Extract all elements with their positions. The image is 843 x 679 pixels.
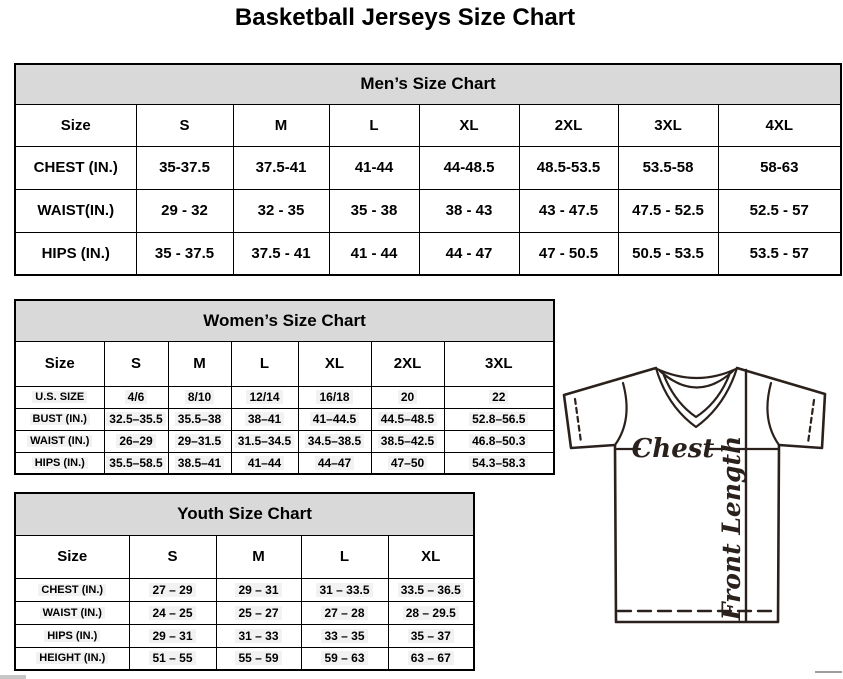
table-row xyxy=(15,578,474,601)
size-value-cell: 8/10 xyxy=(168,386,231,408)
size-value-cell: 29 - 32 xyxy=(136,189,233,232)
size-value-cell: 32.5–35.5 xyxy=(104,408,168,430)
size-value-cell: 43 - 47.5 xyxy=(519,189,618,232)
column-header: M xyxy=(168,341,231,386)
size-value-cell: 37.5-41 xyxy=(233,146,329,189)
column-header: S xyxy=(104,341,168,386)
size-value-cell: 12/14 xyxy=(231,386,298,408)
size-value-cell: 33 – 35 xyxy=(301,624,388,647)
size-value-cell: 27 – 29 xyxy=(129,578,216,601)
column-header: M xyxy=(216,535,301,578)
edge-line-fragment xyxy=(815,671,842,673)
column-header: 2XL xyxy=(519,104,618,146)
table-row xyxy=(15,430,554,452)
size-value-cell: 38.5–41 xyxy=(168,452,231,474)
size-value-cell: 53.5 - 57 xyxy=(718,232,841,275)
youth-size-table xyxy=(14,492,475,671)
size-value-cell: 35.5–38 xyxy=(168,408,231,430)
size-value-cell: 31 – 33 xyxy=(216,624,301,647)
size-value-cell: 52.8–56.5 xyxy=(444,408,554,430)
mens-table-title: Men’s Size Chart xyxy=(15,64,841,104)
table-row xyxy=(15,146,841,189)
table-row xyxy=(15,624,474,647)
size-value-cell: 53.5-58 xyxy=(618,146,718,189)
size-value-cell: 44 - 47 xyxy=(419,232,519,275)
size-value-cell: 55 – 59 xyxy=(216,647,301,670)
row-label: HIPS (IN.) xyxy=(15,452,104,474)
size-value-cell: 34.5–38.5 xyxy=(298,430,371,452)
column-header-row xyxy=(15,104,841,146)
size-value-cell: 44-48.5 xyxy=(419,146,519,189)
jersey-measurement-diagram xyxy=(552,360,843,628)
size-value-cell: 50.5 - 53.5 xyxy=(618,232,718,275)
column-header: XL xyxy=(388,535,474,578)
table-title-row xyxy=(15,493,474,535)
size-value-cell: 46.8–50.3 xyxy=(444,430,554,452)
column-header: XL xyxy=(298,341,371,386)
size-value-cell: 51 – 55 xyxy=(129,647,216,670)
chest-label: Chest xyxy=(631,434,715,464)
column-header: S xyxy=(129,535,216,578)
size-value-cell: 63 – 67 xyxy=(388,647,474,670)
size-value-cell: 35 – 37 xyxy=(388,624,474,647)
size-value-cell: 27 – 28 xyxy=(301,601,388,624)
left-armhole-seam xyxy=(615,383,627,445)
table-row xyxy=(15,386,554,408)
size-value-cell: 22 xyxy=(444,386,554,408)
size-value-cell: 20 xyxy=(371,386,444,408)
row-label: CHEST (IN.) xyxy=(15,146,136,189)
size-value-cell: 25 – 27 xyxy=(216,601,301,624)
column-header: 3XL xyxy=(444,341,554,386)
column-header: M xyxy=(233,104,329,146)
right-armhole-seam xyxy=(767,383,779,445)
size-value-cell: 38–41 xyxy=(231,408,298,430)
column-header-row xyxy=(15,535,474,578)
size-value-cell: 59 – 63 xyxy=(301,647,388,670)
size-value-cell: 38 - 43 xyxy=(419,189,519,232)
size-value-cell: 47–50 xyxy=(371,452,444,474)
size-value-cell: 52.5 - 57 xyxy=(718,189,841,232)
row-label: WAIST (IN.) xyxy=(15,430,104,452)
column-header: L xyxy=(301,535,388,578)
table-row xyxy=(15,408,554,430)
size-value-cell: 33.5 – 36.5 xyxy=(388,578,474,601)
table-row xyxy=(15,647,474,670)
table-row xyxy=(15,232,841,275)
column-header: 3XL xyxy=(618,104,718,146)
size-value-cell: 44–47 xyxy=(298,452,371,474)
size-value-cell: 47 - 50.5 xyxy=(519,232,618,275)
womens-size-table xyxy=(14,299,555,475)
h-scrollbar-fragment[interactable] xyxy=(0,675,26,679)
size-value-cell: 37.5 - 41 xyxy=(233,232,329,275)
womens-table-title: Women’s Size Chart xyxy=(15,300,554,341)
size-value-cell: 32 - 35 xyxy=(233,189,329,232)
row-label: HIPS (IN.) xyxy=(15,232,136,275)
size-value-cell: 16/18 xyxy=(298,386,371,408)
size-value-cell: 29 – 31 xyxy=(216,578,301,601)
row-label: U.S. SIZE xyxy=(15,386,104,408)
column-header-row xyxy=(15,341,554,386)
column-header: S xyxy=(136,104,233,146)
size-value-cell: 4/6 xyxy=(104,386,168,408)
size-value-cell: 29–31.5 xyxy=(168,430,231,452)
size-value-cell: 31 – 33.5 xyxy=(301,578,388,601)
column-header: Size xyxy=(15,535,129,578)
size-value-cell: 54.3–58.3 xyxy=(444,452,554,474)
youth-table-title: Youth Size Chart xyxy=(15,493,474,535)
column-header: XL xyxy=(419,104,519,146)
table-title-row xyxy=(15,300,554,341)
front-length-label: Front Length xyxy=(717,435,746,621)
size-value-cell: 31.5–34.5 xyxy=(231,430,298,452)
size-value-cell: 58-63 xyxy=(718,146,841,189)
size-value-cell: 38.5–42.5 xyxy=(371,430,444,452)
jersey-outline-icon xyxy=(564,368,825,622)
size-value-cell: 44.5–48.5 xyxy=(371,408,444,430)
size-value-cell: 47.5 - 52.5 xyxy=(618,189,718,232)
size-value-cell: 28 – 29.5 xyxy=(388,601,474,624)
size-value-cell: 41-44 xyxy=(329,146,419,189)
row-label: HIPS (IN.) xyxy=(15,624,129,647)
row-label: WAIST (IN.) xyxy=(15,601,129,624)
size-value-cell: 41–44 xyxy=(231,452,298,474)
page-title: Basketball Jerseys Size Chart xyxy=(234,4,576,31)
table-row xyxy=(15,601,474,624)
row-label: HEIGHT (IN.) xyxy=(15,647,129,670)
size-value-cell: 26–29 xyxy=(104,430,168,452)
column-header: 4XL xyxy=(718,104,841,146)
size-value-cell: 41–44.5 xyxy=(298,408,371,430)
row-label: CHEST (IN.) xyxy=(15,578,129,601)
table-title-row xyxy=(15,64,841,104)
size-value-cell: 35-37.5 xyxy=(136,146,233,189)
size-value-cell: 41 - 44 xyxy=(329,232,419,275)
table-row xyxy=(15,189,841,232)
row-label: WAIST(IN.) xyxy=(15,189,136,232)
column-header: 2XL xyxy=(371,341,444,386)
table-row xyxy=(15,452,554,474)
size-value-cell: 35 - 38 xyxy=(329,189,419,232)
column-header: Size xyxy=(15,341,104,386)
size-value-cell: 35 - 37.5 xyxy=(136,232,233,275)
size-value-cell: 48.5-53.5 xyxy=(519,146,618,189)
row-label: BUST (IN.) xyxy=(15,408,104,430)
size-value-cell: 35.5–58.5 xyxy=(104,452,168,474)
column-header: L xyxy=(231,341,298,386)
collar-icon xyxy=(656,368,737,427)
size-value-cell: 24 – 25 xyxy=(129,601,216,624)
column-header: L xyxy=(329,104,419,146)
column-header: Size xyxy=(15,104,136,146)
size-value-cell: 29 – 31 xyxy=(129,624,216,647)
mens-size-table xyxy=(14,63,842,276)
